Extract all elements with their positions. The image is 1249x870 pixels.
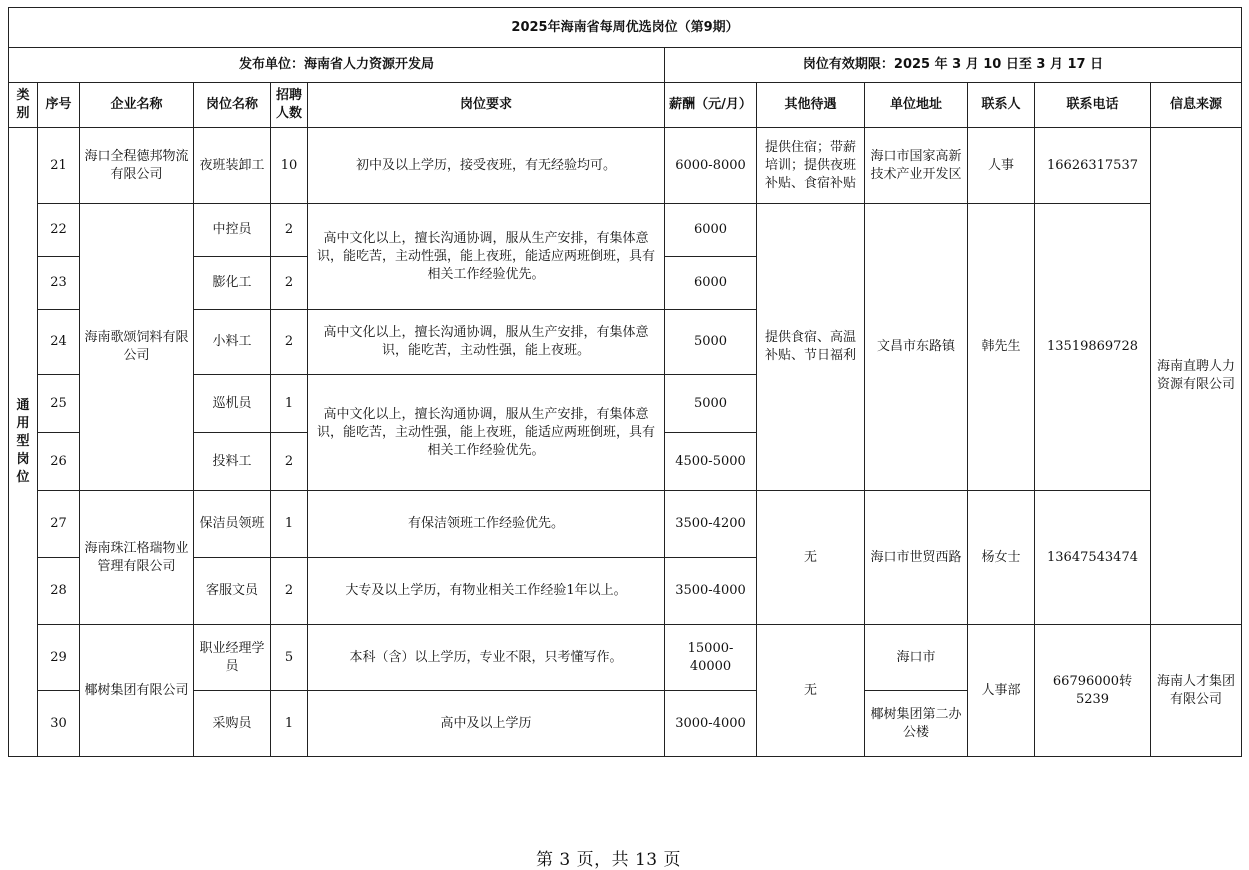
table-row bbox=[9, 204, 1242, 257]
phone-cell: 66796000转5239 bbox=[1035, 625, 1151, 757]
position-cell: 小料工 bbox=[194, 310, 271, 375]
validity-period: 岗位有效期限：2025 年 3 月 10 日至 3 月 17 日 bbox=[665, 48, 1242, 83]
position-cell: 巡机员 bbox=[194, 375, 271, 433]
contact-cell: 人事部 bbox=[968, 625, 1035, 757]
table-row bbox=[9, 128, 1242, 204]
contact-cell: 韩先生 bbox=[968, 204, 1035, 491]
header-requirement: 岗位要求 bbox=[308, 83, 665, 128]
benefits-cell: 无 bbox=[757, 625, 865, 757]
position-cell: 投料工 bbox=[194, 433, 271, 491]
benefits-cell: 无 bbox=[757, 491, 865, 625]
benefits-cell: 提供住宿；带薪培训；提供夜班补贴、食宿补贴 bbox=[757, 128, 865, 204]
seq-cell: 29 bbox=[38, 625, 80, 691]
benefits-cell: 提供食宿、高温补贴、节日福利 bbox=[757, 204, 865, 491]
count-cell: 1 bbox=[271, 491, 308, 558]
seq-cell: 25 bbox=[38, 375, 80, 433]
count-cell: 2 bbox=[271, 310, 308, 375]
salary-cell: 6000 bbox=[665, 257, 757, 310]
position-cell: 夜班装卸工 bbox=[194, 128, 271, 204]
contact-cell: 杨女士 bbox=[968, 491, 1035, 625]
salary-cell: 5000 bbox=[665, 375, 757, 433]
seq-cell: 30 bbox=[38, 691, 80, 757]
publisher: 发布单位：海南省人力资源开发局 bbox=[9, 48, 665, 83]
requirement-cell: 高中文化以上，擅长沟通协调，服从生产安排，有集体意识，能吃苦，主动性强，能上夜班，能适应两班倒班，具有相关工作经验优先。 bbox=[308, 375, 665, 491]
count-cell: 1 bbox=[271, 691, 308, 757]
count-cell: 2 bbox=[271, 433, 308, 491]
position-cell: 客服文员 bbox=[194, 558, 271, 625]
position-cell: 保洁员领班 bbox=[194, 491, 271, 558]
phone-cell: 13647543474 bbox=[1035, 491, 1151, 625]
salary-cell: 3500-4000 bbox=[665, 558, 757, 625]
salary-cell: 5000 bbox=[665, 310, 757, 375]
header-company: 企业名称 bbox=[80, 83, 194, 128]
seq-cell: 21 bbox=[38, 128, 80, 204]
header-contact: 联系人 bbox=[968, 83, 1035, 128]
table-row bbox=[9, 491, 1242, 558]
position-cell: 膨化工 bbox=[194, 257, 271, 310]
seq-cell: 24 bbox=[38, 310, 80, 375]
position-cell: 职业经理学员 bbox=[194, 625, 271, 691]
source-cell: 海南直聘人力资源有限公司 bbox=[1151, 128, 1242, 625]
address-cell: 海口市国家高新技术产业开发区 bbox=[865, 128, 968, 204]
count-cell: 5 bbox=[271, 625, 308, 691]
company-cell: 海南珠江格瑞物业管理有限公司 bbox=[80, 491, 194, 625]
salary-cell: 3500-4200 bbox=[665, 491, 757, 558]
salary-cell: 6000-8000 bbox=[665, 128, 757, 204]
count-cell: 2 bbox=[271, 558, 308, 625]
seq-cell: 28 bbox=[38, 558, 80, 625]
header-position: 岗位名称 bbox=[194, 83, 271, 128]
header-seq: 序号 bbox=[38, 83, 80, 128]
count-cell: 10 bbox=[271, 128, 308, 204]
header-category: 类别 bbox=[9, 83, 38, 128]
company-cell: 海南歌颂饲料有限公司 bbox=[80, 204, 194, 491]
category-cell: 通用型岗位 bbox=[9, 128, 38, 757]
count-cell: 2 bbox=[271, 204, 308, 257]
salary-cell: 15000-40000 bbox=[665, 625, 757, 691]
table-title: 2025年海南省每周优选岗位（第9期） bbox=[9, 8, 1242, 48]
requirement-cell: 大专及以上学历，有物业相关工作经验1年以上。 bbox=[308, 558, 665, 625]
header-salary: 薪酬（元/月） bbox=[665, 83, 757, 128]
header-address: 单位地址 bbox=[865, 83, 968, 128]
page-number: 第 3 页，共 13 页 bbox=[535, 850, 682, 870]
requirement-cell: 高中文化以上，擅长沟通协调，服从生产安排，有集体意识，能吃苦，主动性强，能上夜班，能适应两班倒班，具有相关工作经验优先。 bbox=[308, 204, 665, 310]
requirement-cell: 初中及以上学历，接受夜班，有无经验均可。 bbox=[308, 128, 665, 204]
salary-cell: 4500-5000 bbox=[665, 433, 757, 491]
address-cell: 椰树集团第二办公楼 bbox=[865, 691, 968, 757]
phone-cell: 13519869728 bbox=[1035, 204, 1151, 491]
header-benefits: 其他待遇 bbox=[757, 83, 865, 128]
salary-cell: 3000-4000 bbox=[665, 691, 757, 757]
company-cell: 海口全程德邦物流有限公司 bbox=[80, 128, 194, 204]
seq-cell: 27 bbox=[38, 491, 80, 558]
address-cell: 海口市 bbox=[865, 625, 968, 691]
header-phone: 联系电话 bbox=[1035, 83, 1151, 128]
seq-cell: 23 bbox=[38, 257, 80, 310]
table-row bbox=[9, 625, 1242, 691]
requirement-cell: 高中文化以上，擅长沟通协调，服从生产安排，有集体意识，能吃苦，主动性强，能上夜班。 bbox=[308, 310, 665, 375]
salary-cell: 6000 bbox=[665, 204, 757, 257]
seq-cell: 26 bbox=[38, 433, 80, 491]
job-listing-table bbox=[8, 7, 1242, 757]
count-cell: 1 bbox=[271, 375, 308, 433]
source-cell: 海南人才集团有限公司 bbox=[1151, 625, 1242, 757]
count-cell: 2 bbox=[271, 257, 308, 310]
seq-cell: 22 bbox=[38, 204, 80, 257]
requirement-cell: 本科（含）以上学历，专业不限，只考懂写作。 bbox=[308, 625, 665, 691]
header-source: 信息来源 bbox=[1151, 83, 1242, 128]
company-cell: 椰树集团有限公司 bbox=[80, 625, 194, 757]
header-count: 招聘人数 bbox=[271, 83, 308, 128]
address-cell: 文昌市东路镇 bbox=[865, 204, 968, 491]
requirement-cell: 有保洁领班工作经验优先。 bbox=[308, 491, 665, 558]
position-cell: 中控员 bbox=[194, 204, 271, 257]
position-cell: 采购员 bbox=[194, 691, 271, 757]
contact-cell: 人事 bbox=[968, 128, 1035, 204]
phone-cell: 16626317537 bbox=[1035, 128, 1151, 204]
address-cell: 海口市世贸西路 bbox=[865, 491, 968, 625]
requirement-cell: 高中及以上学历 bbox=[308, 691, 665, 757]
